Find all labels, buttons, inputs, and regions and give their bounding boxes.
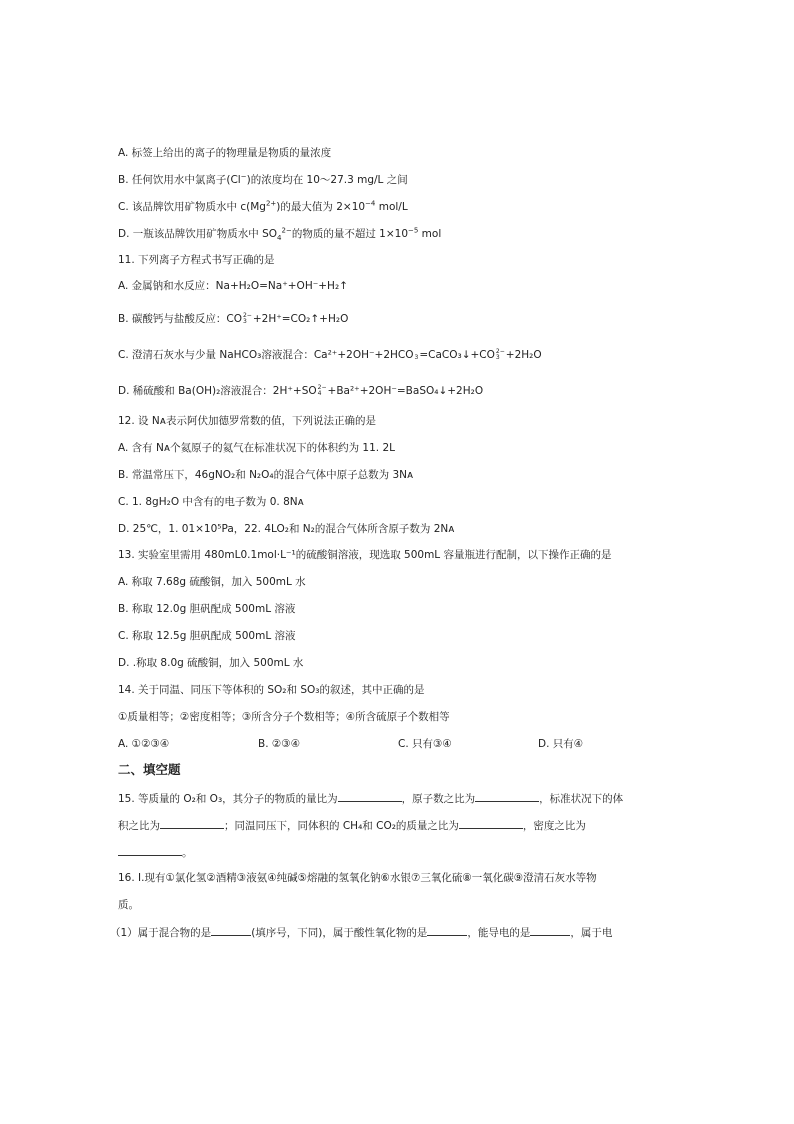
q14-stem: 14. 关于同温、同压下等体积的 SO₂和 SO₃的叙述，其中正确的是 bbox=[118, 684, 425, 696]
q13-option-b: B. 称取 12.0g 胆矾配成 500mL 溶液 bbox=[118, 603, 296, 615]
q15-blank-5[interactable] bbox=[118, 844, 182, 856]
q13-option-c: C. 称取 12.5g 胆矾配成 500mL 溶液 bbox=[118, 630, 296, 642]
q13-option-d: D. .称取 8.0g 硫酸铜，加入 500mL 水 bbox=[118, 657, 304, 669]
q12-option-b: B. 常温常压下，46gNO₂和 N₂O₄的混合气体中原子总数为 3Nᴀ bbox=[118, 469, 414, 481]
q15-blank-1[interactable] bbox=[338, 790, 402, 802]
q13-stem: 13. 实验室里需用 480mL0.1mol·L⁻¹的硫酸铜溶液，现选取 500mL 容量瓶进行配制，以下操作正确的是 bbox=[118, 549, 612, 561]
q14-option-c: C. 只有③④ bbox=[398, 738, 452, 750]
q12-option-d: D. 25℃，1. 01×10⁵Pa，22. 4LO₂和 N₂的混合气体所含原子数为 2Nᴀ bbox=[118, 523, 455, 535]
q16-line-2: 质。 bbox=[118, 899, 139, 911]
q14-option-a: A. ①②③④ bbox=[118, 738, 170, 750]
q16-blank-2[interactable] bbox=[427, 924, 467, 936]
q10-option-d: D. 一瓶该品牌饮用矿物质水中 $SO_4^{2-}$的物质的量不超过 $1\times 10^{-5}$ mol bbox=[118, 226, 442, 243]
q11-option-d: D. 稀硫酸和 Ba(OH)₂溶液混合：2H⁺+SO 2− 4 +Ba²⁺+2OH⁻=BaSO₄↓+2H₂O bbox=[118, 384, 484, 397]
q10-option-c: C. 该品牌饮用矿物质水中 $c(Mg^{2+})$的最大值为 $2\times 10^{-4}$ mol/L bbox=[118, 199, 408, 213]
q13-option-a: A. 称取 7.68g 硫酸铜，加入 500mL 水 bbox=[118, 576, 306, 588]
q16-line-3: （1）属于混合物的是 (填序号，下同)，属于酸性氧化物的是 ，能导电的是 ，属于电 bbox=[110, 924, 612, 940]
q15-line-1: 15. 等质量的 O₂和 O₃，其分子的物质的量比为 ，原子数之比为 ，标准状况下的体 bbox=[118, 790, 623, 806]
q11-option-a: A. 金属钠和水反应：Na+H₂O=Na⁺+OH⁻+H₂↑ bbox=[118, 280, 348, 292]
q11-option-b: B. 碳酸钙与盐酸反应：CO 2− 3 +2H⁺=CO₂↑+H₂O bbox=[118, 312, 349, 325]
q11-stem: 11. 下列离子方程式书写正确的是 bbox=[118, 254, 275, 266]
q12-stem: 12. 设 Nᴀ表示阿伏加德罗常数的值，下列说法正确的是 bbox=[118, 415, 376, 427]
q16-blank-3[interactable] bbox=[530, 924, 570, 936]
q12-option-a: A. 含有 Nᴀ个氦原子的氦气在标准状况下的体积约为 11. 2L bbox=[118, 442, 395, 454]
q14-items: ①质量相等；②密度相等；③所含分子个数相等；④所含硫原子个数相等 bbox=[118, 711, 450, 723]
section-heading-fill-in: 二、填空题 bbox=[118, 762, 181, 777]
q12-option-c: C. 1. 8gH₂O 中含有的电子数为 0. 8Nᴀ bbox=[118, 496, 304, 508]
q10-option-a: A. 标签上给出的离子的物理量是物质的量浓度 bbox=[118, 147, 332, 159]
q16-line-1: 16. I.现有①氯化氢②酒精③液氨④纯碱⑤熔融的氢氧化钠⑥水银⑦三氧化硫⑧一氧化碳⑨澄清石灰水等物 bbox=[118, 872, 597, 884]
q14-option-d: D. 只有④ bbox=[538, 738, 584, 750]
q15-blank-4[interactable] bbox=[459, 817, 523, 829]
q14-option-b: B. ②③④ bbox=[258, 738, 301, 750]
q10-option-b: B. 任何饮用水中氯离子(Cl−)的浓度均在 10～27.3 mg/L 之间 bbox=[118, 172, 408, 186]
q11-option-c: C. 澄清石灰水与少量 NaHCO₃溶液混合：Ca²⁺+2OH⁻+2HCO 3 =CaCO₃↓+CO 2− 3 +2H₂O bbox=[118, 348, 542, 361]
q16-blank-1[interactable] bbox=[211, 924, 251, 936]
q15-line-3: 。 bbox=[118, 844, 193, 860]
q15-blank-2[interactable] bbox=[475, 790, 539, 802]
q15-line-2: 积之比为 ；同温同压下，同体积的 CH₄和 CO₂的质量之比为 ，密度之比为 bbox=[118, 817, 586, 833]
q15-blank-3[interactable] bbox=[160, 817, 224, 829]
